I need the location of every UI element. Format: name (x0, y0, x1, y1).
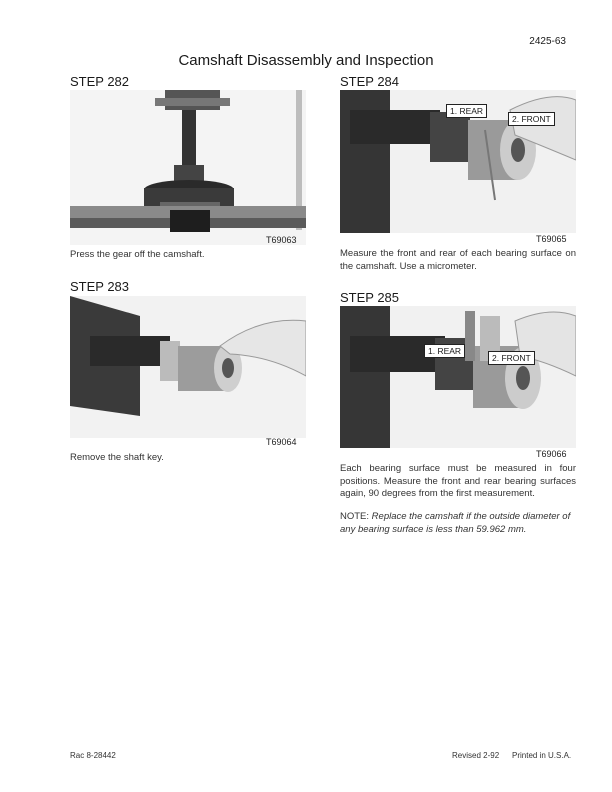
page-number: 2425-63 (529, 36, 566, 47)
step-284-caption: Measure the front and rear of each bearing surface on the camshaft. Use a micrometer. (340, 248, 576, 272)
figure-number: T69066 (536, 449, 567, 459)
note-label: NOTE: (340, 511, 370, 522)
figure-number: T69064 (266, 437, 297, 447)
step-285-label: STEP 285 (340, 290, 400, 305)
step-285-caption: Each bearing surface must be measured in four positions. Measure the front and rear bearing surfaces again, 90 degrees from the first measurement. (340, 463, 576, 499)
note-text: Replace the camshaft if the outside diameter of any bearing surface is less than 59.962 mm. (340, 511, 571, 535)
figure-number: T69063 (266, 235, 297, 245)
step-282-label: STEP 282 (70, 74, 130, 89)
footer-document-number: Rac 8-28442 (70, 751, 116, 760)
step-283-caption: Remove the shaft key. (70, 452, 164, 463)
callout-rear: 1. REAR (424, 344, 465, 358)
page-title: Camshaft Disassembly and Inspection (178, 52, 434, 69)
step-282-photo (70, 90, 306, 245)
step-283-label: STEP 283 (70, 279, 130, 294)
callout-rear: 1. REAR (446, 104, 487, 118)
callout-front: 2. FRONT (508, 112, 555, 126)
step-283-photo (70, 296, 306, 438)
step-284-photo (340, 90, 576, 233)
footer-printed: Printed in U.S.A. (512, 751, 572, 760)
step-285-photo (340, 306, 576, 448)
step-284-label: STEP 284 (340, 74, 400, 89)
note (340, 511, 576, 536)
figure-number: T69065 (536, 234, 567, 244)
callout-front: 2. FRONT (488, 351, 535, 365)
footer-revised: Revised 2-92 (452, 751, 500, 760)
step-282-caption: Press the gear off the camshaft. (70, 249, 205, 260)
